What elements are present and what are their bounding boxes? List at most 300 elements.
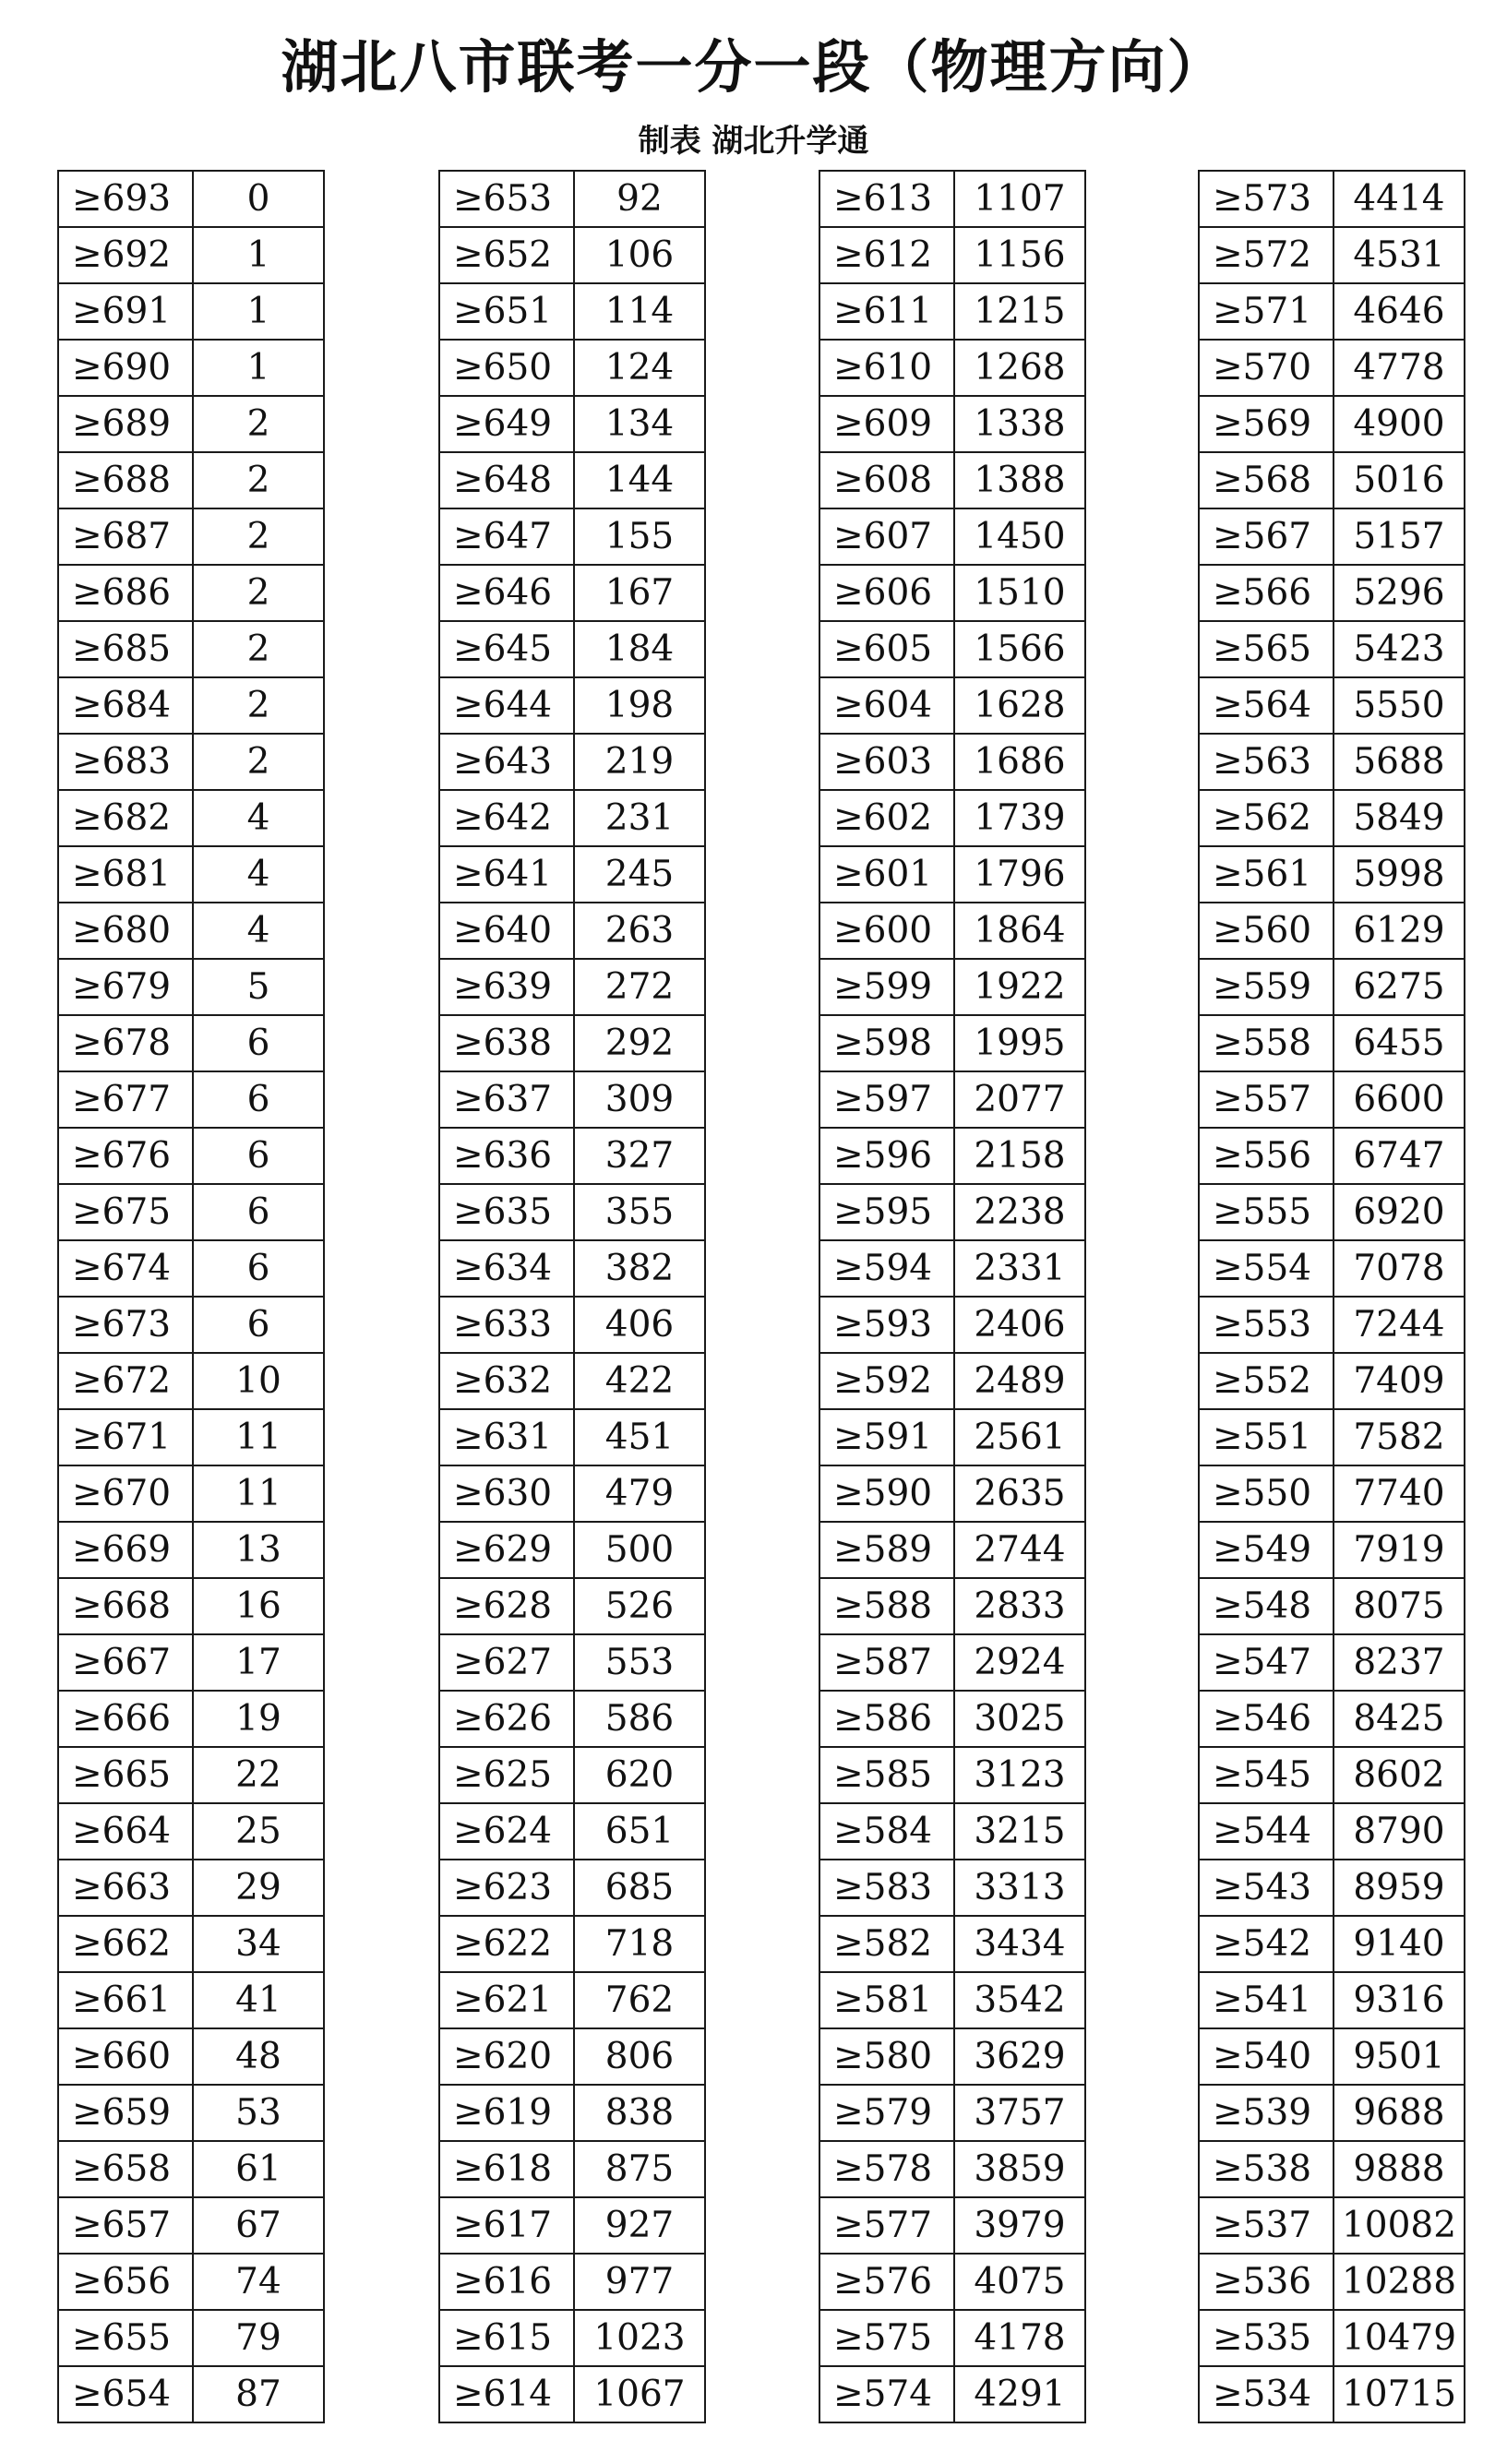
score-cell: ≥693 (58, 171, 193, 227)
table-row (58, 1916, 324, 1972)
count-cell: 134 (574, 396, 705, 452)
count-cell: 3757 (954, 2085, 1085, 2141)
count-cell: 6129 (1334, 903, 1465, 959)
count-cell: 3542 (954, 1972, 1085, 2028)
table-row (819, 340, 1085, 396)
count-cell: 67 (193, 2197, 324, 2254)
table-row (819, 677, 1085, 734)
score-cell: ≥536 (1199, 2254, 1334, 2310)
count-cell: 6275 (1334, 959, 1465, 1015)
table-row (439, 1015, 705, 1071)
count-cell: 7409 (1334, 1353, 1465, 1409)
count-cell: 8959 (1334, 1860, 1465, 1916)
count-cell: 6920 (1334, 1184, 1465, 1240)
table-row (439, 2141, 705, 2197)
table-row (819, 1691, 1085, 1747)
score-cell: ≥539 (1199, 2085, 1334, 2141)
score-cell: ≥623 (439, 1860, 574, 1916)
count-cell: 219 (574, 734, 705, 790)
table-row (58, 2085, 324, 2141)
score-cell: ≥682 (58, 790, 193, 846)
count-cell: 9140 (1334, 1916, 1465, 1972)
count-cell: 8425 (1334, 1691, 1465, 1747)
table-row (1199, 790, 1465, 846)
table-row (1199, 677, 1465, 734)
score-cell: ≥681 (58, 846, 193, 903)
table-row (58, 2141, 324, 2197)
score-cell: ≥666 (58, 1691, 193, 1747)
table-row (1199, 1803, 1465, 1860)
score-cell: ≥579 (819, 2085, 954, 2141)
score-cell: ≥553 (1199, 1297, 1334, 1353)
score-cell: ≥652 (439, 227, 574, 283)
score-cell: ≥557 (1199, 1071, 1334, 1128)
table-row (58, 396, 324, 452)
score-cell: ≥646 (439, 565, 574, 621)
count-cell: 479 (574, 1465, 705, 1522)
count-cell: 977 (574, 2254, 705, 2310)
score-cell: ≥562 (1199, 790, 1334, 846)
score-cell: ≥572 (1199, 227, 1334, 283)
table-row (819, 1860, 1085, 1916)
count-cell: 1156 (954, 227, 1085, 283)
count-cell: 2833 (954, 1578, 1085, 1634)
score-cell: ≥589 (819, 1522, 954, 1578)
table-row (819, 1297, 1085, 1353)
table-row (819, 2141, 1085, 2197)
table-row (58, 283, 324, 340)
table-row (819, 1972, 1085, 2028)
score-cell: ≥604 (819, 677, 954, 734)
table-row (439, 1691, 705, 1747)
count-cell: 92 (574, 171, 705, 227)
score-cell: ≥647 (439, 508, 574, 565)
count-cell: 651 (574, 1803, 705, 1860)
score-cell: ≥595 (819, 1184, 954, 1240)
count-cell: 2331 (954, 1240, 1085, 1297)
table-row (819, 452, 1085, 508)
count-cell: 184 (574, 621, 705, 677)
score-cell: ≥635 (439, 1184, 574, 1240)
count-cell: 10 (193, 1353, 324, 1409)
score-cell: ≥691 (58, 283, 193, 340)
score-cell: ≥653 (439, 171, 574, 227)
table-row (1199, 1297, 1465, 1353)
count-cell: 2406 (954, 1297, 1085, 1353)
score-cell: ≥543 (1199, 1860, 1334, 1916)
score-cell: ≥686 (58, 565, 193, 621)
table-row (439, 508, 705, 565)
score-table-column-2 (438, 170, 706, 2423)
table-row (819, 2310, 1085, 2366)
score-cell: ≥625 (439, 1747, 574, 1803)
table-row (58, 734, 324, 790)
table-row (58, 1353, 324, 1409)
score-cell: ≥692 (58, 227, 193, 283)
score-cell: ≥657 (58, 2197, 193, 2254)
count-cell: 41 (193, 1972, 324, 2028)
count-cell: 1864 (954, 903, 1085, 959)
count-cell: 1268 (954, 340, 1085, 396)
score-cell: ≥538 (1199, 2141, 1334, 2197)
score-cell: ≥644 (439, 677, 574, 734)
score-cell: ≥548 (1199, 1578, 1334, 1634)
count-cell: 4531 (1334, 227, 1465, 283)
count-cell: 106 (574, 227, 705, 283)
score-cell: ≥676 (58, 1128, 193, 1184)
score-cell: ≥581 (819, 1972, 954, 2028)
page-subtitle: 制表 湖北升学通 (638, 123, 869, 160)
table-row (1199, 227, 1465, 283)
table-row (1199, 2310, 1465, 2366)
score-cell: ≥661 (58, 1972, 193, 2028)
score-table-column-1 (57, 170, 325, 2423)
score-cell: ≥588 (819, 1578, 954, 1634)
table-row (439, 171, 705, 227)
score-cell: ≥567 (1199, 508, 1334, 565)
score-cell: ≥612 (819, 227, 954, 283)
count-cell: 5 (193, 959, 324, 1015)
count-cell: 3629 (954, 2028, 1085, 2085)
table-row (439, 2254, 705, 2310)
score-cell: ≥594 (819, 1240, 954, 1297)
score-cell: ≥560 (1199, 903, 1334, 959)
count-cell: 875 (574, 2141, 705, 2197)
score-cell: ≥603 (819, 734, 954, 790)
table-row (439, 1297, 705, 1353)
table-row (819, 508, 1085, 565)
count-cell: 2 (193, 621, 324, 677)
table-row (58, 1297, 324, 1353)
score-cell: ≥540 (1199, 2028, 1334, 2085)
score-table-column-4 (1198, 170, 1465, 2423)
count-cell: 9888 (1334, 2141, 1465, 2197)
count-cell: 1739 (954, 790, 1085, 846)
count-cell: 2158 (954, 1128, 1085, 1184)
score-cell: ≥687 (58, 508, 193, 565)
count-cell: 6 (193, 1015, 324, 1071)
table-row (819, 2254, 1085, 2310)
score-cell: ≥549 (1199, 1522, 1334, 1578)
table-row (58, 227, 324, 283)
score-cell: ≥616 (439, 2254, 574, 2310)
table-row (819, 1634, 1085, 1691)
score-cell: ≥663 (58, 1860, 193, 1916)
score-cell: ≥633 (439, 1297, 574, 1353)
score-cell: ≥587 (819, 1634, 954, 1691)
score-cell: ≥651 (439, 283, 574, 340)
score-cell: ≥614 (439, 2366, 574, 2422)
score-cell: ≥667 (58, 1634, 193, 1691)
score-cell: ≥656 (58, 2254, 193, 2310)
table-row (1199, 846, 1465, 903)
score-cell: ≥611 (819, 283, 954, 340)
table-row (58, 2197, 324, 2254)
count-cell: 1 (193, 283, 324, 340)
count-cell: 6 (193, 1128, 324, 1184)
table-row (439, 1353, 705, 1409)
table-row (439, 1860, 705, 1916)
score-cell: ≥629 (439, 1522, 574, 1578)
table-row (819, 2197, 1085, 2254)
count-cell: 34 (193, 1916, 324, 1972)
count-cell: 500 (574, 1522, 705, 1578)
count-cell: 6 (193, 1240, 324, 1297)
count-cell: 87 (193, 2366, 324, 2422)
score-cell: ≥574 (819, 2366, 954, 2422)
score-cell: ≥566 (1199, 565, 1334, 621)
count-cell: 1450 (954, 508, 1085, 565)
table-row (58, 2310, 324, 2366)
count-cell: 1686 (954, 734, 1085, 790)
table-row (1199, 396, 1465, 452)
table-row (58, 846, 324, 903)
score-cell: ≥547 (1199, 1634, 1334, 1691)
table-row (819, 227, 1085, 283)
score-cell: ≥660 (58, 2028, 193, 2085)
table-row (439, 2085, 705, 2141)
table-row (439, 1747, 705, 1803)
table-row (439, 1522, 705, 1578)
table-row (1199, 621, 1465, 677)
score-cell: ≥642 (439, 790, 574, 846)
count-cell: 927 (574, 2197, 705, 2254)
count-cell: 718 (574, 1916, 705, 1972)
table-row (819, 1353, 1085, 1409)
table-row (58, 1015, 324, 1071)
table-row (1199, 1015, 1465, 1071)
count-cell: 167 (574, 565, 705, 621)
count-cell: 406 (574, 1297, 705, 1353)
count-cell: 1215 (954, 283, 1085, 340)
count-cell: 451 (574, 1409, 705, 1465)
table-row (58, 1240, 324, 1297)
table-row (439, 340, 705, 396)
score-cell: ≥632 (439, 1353, 574, 1409)
score-cell: ≥626 (439, 1691, 574, 1747)
table-row (58, 340, 324, 396)
count-cell: 6455 (1334, 1015, 1465, 1071)
count-cell: 48 (193, 2028, 324, 2085)
count-cell: 13 (193, 1522, 324, 1578)
score-cell: ≥585 (819, 1747, 954, 1803)
score-cell: ≥662 (58, 1916, 193, 1972)
table-row (58, 1184, 324, 1240)
table-row (58, 1522, 324, 1578)
score-cell: ≥583 (819, 1860, 954, 1916)
score-cell: ≥674 (58, 1240, 193, 1297)
score-cell: ≥599 (819, 959, 954, 1015)
table-row (439, 903, 705, 959)
count-cell: 309 (574, 1071, 705, 1128)
table-row (819, 1578, 1085, 1634)
table-row (1199, 1860, 1465, 1916)
count-cell: 327 (574, 1128, 705, 1184)
count-cell: 25 (193, 1803, 324, 1860)
count-cell: 263 (574, 903, 705, 959)
score-cell: ≥655 (58, 2310, 193, 2366)
score-cell: ≥570 (1199, 340, 1334, 396)
table-row (819, 2366, 1085, 2422)
table-row (819, 846, 1085, 903)
table-row (58, 565, 324, 621)
score-cell: ≥568 (1199, 452, 1334, 508)
count-cell: 9688 (1334, 2085, 1465, 2141)
score-cell: ≥684 (58, 677, 193, 734)
count-cell: 5849 (1334, 790, 1465, 846)
table-row (439, 677, 705, 734)
count-cell: 5296 (1334, 565, 1465, 621)
table-row (439, 396, 705, 452)
count-cell: 838 (574, 2085, 705, 2141)
score-cell: ≥551 (1199, 1409, 1334, 1465)
score-cell: ≥606 (819, 565, 954, 621)
score-cell: ≥658 (58, 2141, 193, 2197)
count-cell: 9316 (1334, 1972, 1465, 2028)
count-cell: 6 (193, 1071, 324, 1128)
count-cell: 3025 (954, 1691, 1085, 1747)
count-cell: 10715 (1334, 2366, 1465, 2422)
count-cell: 806 (574, 2028, 705, 2085)
score-cell: ≥669 (58, 1522, 193, 1578)
table-row (819, 959, 1085, 1015)
count-cell: 10082 (1334, 2197, 1465, 2254)
table-row (439, 1916, 705, 1972)
count-cell: 2077 (954, 1071, 1085, 1128)
score-cell: ≥591 (819, 1409, 954, 1465)
score-cell: ≥571 (1199, 283, 1334, 340)
count-cell: 6747 (1334, 1128, 1465, 1184)
table-row (819, 283, 1085, 340)
table-row (439, 1071, 705, 1128)
score-cell: ≥638 (439, 1015, 574, 1071)
score-cell: ≥618 (439, 2141, 574, 2197)
score-cell: ≥645 (439, 621, 574, 677)
score-cell: ≥578 (819, 2141, 954, 2197)
table-row (439, 1634, 705, 1691)
table-row (1199, 1409, 1465, 1465)
table-row (819, 565, 1085, 621)
count-cell: 114 (574, 283, 705, 340)
score-cell: ≥564 (1199, 677, 1334, 734)
table-row (819, 2085, 1085, 2141)
table-row (1199, 1353, 1465, 1409)
score-cell: ≥678 (58, 1015, 193, 1071)
score-cell: ≥620 (439, 2028, 574, 2085)
count-cell: 7740 (1334, 1465, 1465, 1522)
table-row (58, 621, 324, 677)
count-cell: 1023 (574, 2310, 705, 2366)
score-cell: ≥627 (439, 1634, 574, 1691)
table-row (819, 903, 1085, 959)
count-cell: 22 (193, 1747, 324, 1803)
count-cell: 586 (574, 1691, 705, 1747)
score-cell: ≥615 (439, 2310, 574, 2366)
score-cell: ≥605 (819, 621, 954, 677)
score-cell: ≥639 (439, 959, 574, 1015)
score-cell: ≥550 (1199, 1465, 1334, 1522)
table-row (58, 171, 324, 227)
count-cell: 61 (193, 2141, 324, 2197)
table-row (819, 1916, 1085, 1972)
count-cell: 155 (574, 508, 705, 565)
score-cell: ≥643 (439, 734, 574, 790)
count-cell: 292 (574, 1015, 705, 1071)
table-row (819, 1240, 1085, 1297)
table-row (58, 2366, 324, 2422)
table-row (1199, 959, 1465, 1015)
count-cell: 79 (193, 2310, 324, 2366)
count-cell: 272 (574, 959, 705, 1015)
score-cell: ≥556 (1199, 1128, 1334, 1184)
count-cell: 11 (193, 1465, 324, 1522)
table-row (439, 734, 705, 790)
score-cell: ≥559 (1199, 959, 1334, 1015)
table-row (1199, 283, 1465, 340)
table-row (1199, 1184, 1465, 1240)
count-cell: 4 (193, 903, 324, 959)
count-cell: 11 (193, 1409, 324, 1465)
count-cell: 3979 (954, 2197, 1085, 2254)
table-row (1199, 1972, 1465, 2028)
count-cell: 16 (193, 1578, 324, 1634)
count-cell: 5423 (1334, 621, 1465, 677)
table-row (819, 1015, 1085, 1071)
count-cell: 1388 (954, 452, 1085, 508)
score-cell: ≥683 (58, 734, 193, 790)
score-cell: ≥596 (819, 1128, 954, 1184)
table-row (1199, 1747, 1465, 1803)
table-row (1199, 1128, 1465, 1184)
count-cell: 0 (193, 171, 324, 227)
score-cell: ≥668 (58, 1578, 193, 1634)
count-cell: 2 (193, 452, 324, 508)
table-row (439, 1184, 705, 1240)
count-cell: 4 (193, 790, 324, 846)
table-row (439, 959, 705, 1015)
table-row (58, 1691, 324, 1747)
table-row (439, 846, 705, 903)
score-cell: ≥637 (439, 1071, 574, 1128)
table-row (1199, 1578, 1465, 1634)
table-row (819, 1465, 1085, 1522)
score-cell: ≥541 (1199, 1972, 1334, 2028)
count-cell: 8237 (1334, 1634, 1465, 1691)
table-row (439, 1465, 705, 1522)
score-cell: ≥689 (58, 396, 193, 452)
count-cell: 4178 (954, 2310, 1085, 2366)
table-row (439, 1240, 705, 1297)
score-cell: ≥535 (1199, 2310, 1334, 2366)
count-cell: 553 (574, 1634, 705, 1691)
table-row (439, 2028, 705, 2085)
score-cell: ≥628 (439, 1578, 574, 1634)
table-row (58, 790, 324, 846)
count-cell: 7078 (1334, 1240, 1465, 1297)
table-row (1199, 734, 1465, 790)
score-cell: ≥664 (58, 1803, 193, 1860)
table-row (819, 171, 1085, 227)
count-cell: 2238 (954, 1184, 1085, 1240)
count-cell: 1796 (954, 846, 1085, 903)
count-cell: 5688 (1334, 734, 1465, 790)
table-row (819, 790, 1085, 846)
score-table-column-3 (819, 170, 1086, 2423)
score-cell: ≥573 (1199, 171, 1334, 227)
table-row (439, 227, 705, 283)
count-cell: 8602 (1334, 1747, 1465, 1803)
count-cell: 4075 (954, 2254, 1085, 2310)
